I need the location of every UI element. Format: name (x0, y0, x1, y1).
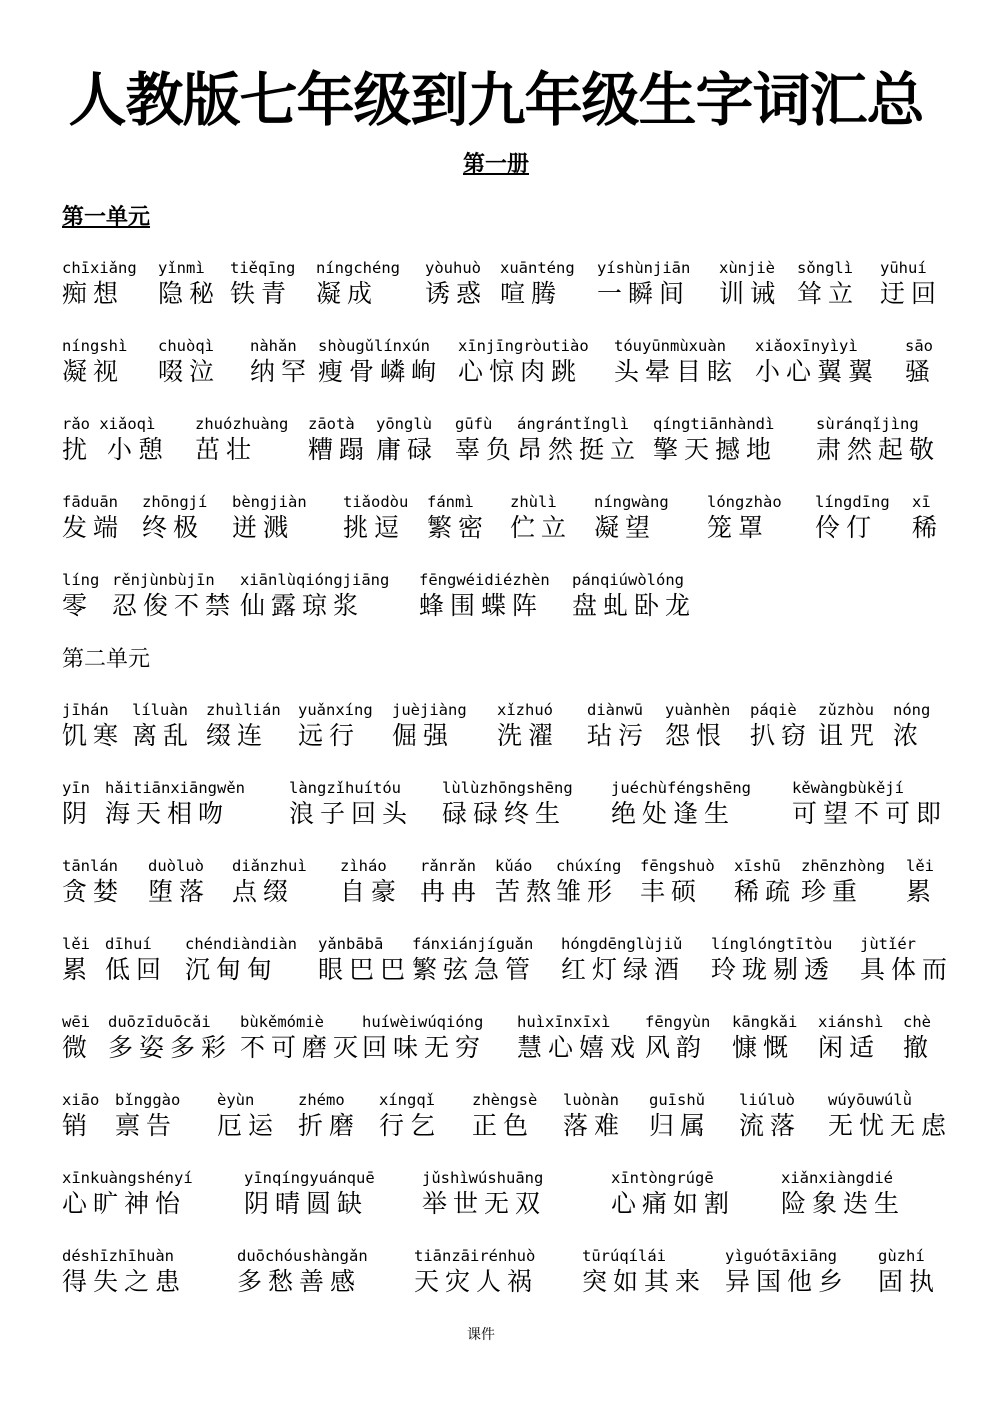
pinyin: níngwàng (594, 493, 669, 511)
pinyin: bǐnggào (115, 1091, 181, 1109)
hanzi: 扒窃 (750, 721, 813, 750)
hanzi: 异国他乡 (725, 1267, 850, 1296)
pinyin: níngchéng (316, 259, 400, 277)
pinyin: fánmì (427, 493, 474, 511)
pinyin: yǎnbābā (318, 935, 384, 953)
hanzi: 浪子回头 (289, 799, 414, 828)
pinyin: zhēnzhòng (801, 857, 885, 875)
hanzi: 喧腾 (500, 279, 563, 308)
hanzi: 丰硕 (640, 877, 703, 906)
hanzi: 离乱 (132, 721, 195, 750)
pinyin: sǒnglì (797, 259, 853, 277)
pinyin: hóngdēnglùjiǔ (561, 935, 683, 953)
pinyin: luònàn (563, 1091, 619, 1109)
pinyin: nóng (893, 701, 931, 719)
word-row (0, 934, 992, 994)
pinyin: bèngjiàn (232, 493, 307, 511)
pinyin: pánqiúwòlóng (572, 571, 684, 589)
pinyin: tiěqīng (230, 259, 296, 277)
hanzi: 仙露琼浆 (240, 591, 365, 620)
pinyin: yuànhèn (665, 701, 731, 719)
hanzi: 具体而 (860, 955, 954, 984)
hanzi: 玷污 (587, 721, 650, 750)
pinyin: zhùlì (510, 493, 557, 511)
hanzi: 碌碌终生 (442, 799, 567, 828)
hanzi: 蜂围蝶阵 (419, 591, 544, 620)
pinyin: yuǎnxíng (298, 701, 373, 719)
pinyin: hǎitiānxiāngwěn (105, 779, 245, 797)
hanzi: 无忧无虑 (828, 1111, 953, 1140)
pinyin: lěi (906, 857, 934, 875)
pinyin: juéchùféngshēng (611, 779, 751, 797)
pinyin: shòugǔlínxún (318, 337, 430, 355)
hanzi: 绝处逢生 (611, 799, 736, 828)
word-row (0, 1012, 992, 1072)
pinyin: níngshì (62, 337, 128, 355)
hanzi: 可望不可即 (792, 799, 948, 828)
pinyin: fánxiánjíguǎn (412, 935, 534, 953)
hanzi: 撤 (903, 1033, 935, 1062)
hanzi: 红灯绿酒 (561, 955, 686, 984)
pinyin: bùkěmómiè (240, 1013, 324, 1031)
pinyin: tānlán (62, 857, 118, 875)
hanzi: 不可磨灭 (240, 1033, 365, 1062)
hanzi: 贪婪 (62, 877, 125, 906)
hanzi: 凝望 (594, 513, 657, 542)
pinyin: wúyōuwúlǜ (828, 1091, 912, 1109)
hanzi: 闲适 (818, 1033, 881, 1062)
hanzi: 发端 (62, 513, 125, 542)
hanzi: 伫立 (510, 513, 573, 542)
pinyin: duōzīduōcǎi (108, 1013, 211, 1031)
pinyin: jùtǐér (860, 935, 916, 953)
pinyin: línglóngtītòu (711, 935, 833, 953)
pinyin: liúluò (739, 1091, 795, 1109)
hanzi: 得失之患 (62, 1267, 187, 1296)
pinyin: chuòqì (158, 337, 214, 355)
hanzi: 零 (62, 591, 94, 620)
hanzi: 折磨 (298, 1111, 361, 1140)
hanzi: 行乞 (379, 1111, 442, 1140)
pinyin: zāotà (308, 415, 355, 433)
hanzi: 扰 小憩 (62, 435, 169, 464)
pinyin: lěi (62, 935, 90, 953)
hanzi: 点缀 (232, 877, 295, 906)
pinyin: déshīzhīhuàn (62, 1247, 174, 1265)
pinyin: xiǎnxiàngdié (781, 1169, 893, 1187)
hanzi: 自豪 (340, 877, 403, 906)
pinyin: chè (903, 1013, 931, 1031)
pinyin: wēi (62, 1013, 90, 1031)
pinyin: xíngqǐ (379, 1091, 435, 1109)
pinyin: ángrántǐnglì (517, 415, 629, 433)
pinyin: xiānlùqióngjiāng (240, 571, 390, 589)
hanzi: 沉甸甸 (185, 955, 279, 984)
pinyin: lùlùzhōngshēng (442, 779, 573, 797)
hanzi: 隐秘 (158, 279, 221, 308)
hanzi: 挑逗 (343, 513, 406, 542)
pinyin: xuānténg (500, 259, 575, 277)
pinyin: duòluò (148, 857, 204, 875)
pinyin: diànwū (587, 701, 643, 719)
hanzi: 怨恨 (665, 721, 728, 750)
pinyin: huíwèiwúqióng (362, 1013, 484, 1031)
pinyin: yōnglù (376, 415, 432, 433)
pinyin: zhōngjí (142, 493, 208, 511)
hanzi: 累 (62, 955, 94, 984)
pinyin: yíshùnjiān (597, 259, 691, 277)
pinyin: tūrúqílái (582, 1247, 666, 1265)
hanzi: 诱惑 (425, 279, 488, 308)
pinyin: líluàn (132, 701, 188, 719)
pinyin: tiǎodòu (343, 493, 409, 511)
hanzi: 低回 (105, 955, 168, 984)
pinyin: fāduān (62, 493, 118, 511)
pinyin: zhèngsè (472, 1091, 538, 1109)
pinyin: zǔzhòu (818, 701, 874, 719)
hanzi: 珍重 (801, 877, 864, 906)
hanzi: 慧心嬉戏 (517, 1033, 642, 1062)
pinyin: chéndiàndiàn (185, 935, 297, 953)
hanzi: 一瞬间 (597, 279, 691, 308)
pinyin: tiānzāirénhuò (414, 1247, 536, 1265)
hanzi: 盘虬卧龙 (572, 591, 697, 620)
pinyin: èyùn (217, 1091, 255, 1109)
hanzi: 铁青 (230, 279, 293, 308)
pinyin: làngzǐhuítóu (289, 779, 401, 797)
hanzi: 肃然起敬 (816, 435, 941, 464)
pinyin: dīhuí (105, 935, 152, 953)
hanzi: 雏形 (556, 877, 619, 906)
pinyin: kǔáo (495, 857, 533, 875)
pinyin: zìháo (340, 857, 387, 875)
pinyin: sùránqǐjìng (816, 415, 919, 433)
hanzi: 凝视 (62, 357, 125, 386)
pinyin: fēngshuò (640, 857, 715, 875)
word-row (0, 700, 992, 760)
word-row (0, 1090, 992, 1150)
pinyin: yīnqíngyuánquē (244, 1169, 375, 1187)
pinyin: kāngkǎi (732, 1013, 798, 1031)
pinyin: chúxíng (556, 857, 622, 875)
hanzi: 繁密 (427, 513, 490, 542)
hanzi: 骚 (905, 357, 937, 386)
hanzi: 突如其来 (582, 1267, 707, 1296)
pinyin: gùzhí (878, 1247, 925, 1265)
pinyin: juèjiàng (392, 701, 467, 719)
hanzi: 眼巴巴 (318, 955, 412, 984)
word-row (0, 1246, 992, 1306)
pinyin: xiāo (62, 1091, 100, 1109)
hanzi: 厄运 (217, 1111, 280, 1140)
hanzi: 冉冉 (420, 877, 483, 906)
hanzi: 阴 (62, 799, 94, 828)
pinyin: guīshǔ (649, 1091, 705, 1109)
hanzi: 稀 (912, 513, 944, 542)
hanzi: 饥寒 (62, 721, 125, 750)
word-row (0, 1168, 992, 1228)
hanzi: 训诫 (719, 279, 782, 308)
pinyin: lóngzhào (707, 493, 782, 511)
word-row (0, 336, 992, 396)
word-row (0, 856, 992, 916)
pinyin: xīnjīngròutiào (458, 337, 589, 355)
hanzi: 险象迭生 (781, 1189, 906, 1218)
hanzi: 天灾人祸 (414, 1267, 539, 1296)
hanzi: 诅咒 (818, 721, 881, 750)
word-row (0, 492, 992, 552)
hanzi: 回味无穷 (362, 1033, 487, 1062)
hanzi: 心惊肉跳 (458, 357, 583, 386)
hanzi: 瘦骨嶙峋 (318, 357, 443, 386)
pinyin: xiánshì (818, 1013, 884, 1031)
hanzi: 归属 (649, 1111, 712, 1140)
hanzi: 迸溅 (232, 513, 295, 542)
hanzi: 禀告 (115, 1111, 178, 1140)
pinyin: xīshū (734, 857, 781, 875)
hanzi: 心痛如割 (611, 1189, 736, 1218)
hanzi: 糟蹋 (308, 435, 371, 464)
pinyin: gūfù (455, 415, 493, 433)
pinyin: rǎnrǎn (420, 857, 476, 875)
hanzi: 多姿多彩 (108, 1033, 233, 1062)
pinyin: fēngyùn (645, 1013, 711, 1031)
pinyin: chīxiǎng (62, 259, 137, 277)
hanzi: 流落 (739, 1111, 802, 1140)
hanzi: 庸碌 (376, 435, 439, 464)
pinyin: huìxīnxīxì (517, 1013, 611, 1031)
hanzi: 茁壮 (195, 435, 258, 464)
book-heading: 第一册 (462, 152, 529, 177)
hanzi: 昂然挺立 (517, 435, 642, 464)
hanzi: 落难 (563, 1111, 626, 1140)
hanzi: 头晕目眩 (614, 357, 739, 386)
pinyin: líng (62, 571, 100, 589)
hanzi: 固执 (878, 1267, 941, 1296)
hanzi: 正色 (472, 1111, 535, 1140)
page-title: 人教版七年级到九年级生字词汇总 (68, 66, 924, 134)
pinyin: jīhán (62, 701, 109, 719)
pinyin: jǔshìwúshuāng (422, 1169, 544, 1187)
unit-heading: 第二单元 (62, 647, 151, 672)
hanzi: 举世无双 (422, 1189, 547, 1218)
hanzi: 堕落 (148, 877, 211, 906)
hanzi: 玲珑剔透 (711, 955, 836, 984)
pinyin: xī (912, 493, 931, 511)
hanzi: 多愁善感 (237, 1267, 362, 1296)
word-row (0, 778, 992, 838)
pinyin: diǎnzhuì (232, 857, 307, 875)
page-footer: 课件 (467, 1327, 495, 1343)
word-row (0, 258, 992, 318)
pinyin: yīn (62, 779, 90, 797)
pinyin: yǐnmì (158, 259, 205, 277)
hanzi: 倔强 (392, 721, 455, 750)
hanzi: 纳罕 (250, 357, 313, 386)
hanzi: 繁弦急管 (412, 955, 537, 984)
pinyin: rǎo xiǎoqì (62, 415, 156, 433)
pinyin: yūhuí (880, 259, 927, 277)
hanzi: 心旷神怡 (62, 1189, 187, 1218)
hanzi: 洗濯 (497, 721, 560, 750)
pinyin: tóuyūnmùxuàn (614, 337, 726, 355)
hanzi: 慷慨 (732, 1033, 795, 1062)
pinyin: xiǎoxīnyìyì (755, 337, 858, 355)
hanzi: 微 (62, 1033, 94, 1062)
hanzi: 远行 (298, 721, 361, 750)
pinyin: zhuózhuàng (195, 415, 289, 433)
pinyin: zhémo (298, 1091, 345, 1109)
hanzi: 笼罩 (707, 513, 770, 542)
pinyin: xīnkuàngshényí (62, 1169, 193, 1187)
unit-heading: 第一单元 (62, 205, 151, 230)
pinyin: duōchóushàngǎn (237, 1247, 368, 1265)
hanzi: 阴晴圆缺 (244, 1189, 369, 1218)
pinyin: fēngwéidiézhèn (419, 571, 550, 589)
word-row (0, 570, 992, 630)
hanzi: 辜负 (455, 435, 518, 464)
pinyin: xùnjiè (719, 259, 775, 277)
hanzi: 浓 (893, 721, 925, 750)
pinyin: xīntòngrúgē (611, 1169, 714, 1187)
pinyin: kěwàngbùkějí (792, 779, 904, 797)
hanzi: 忍俊不禁 (112, 591, 237, 620)
pinyin: nàhǎn (250, 337, 297, 355)
hanzi: 稀疏 (734, 877, 797, 906)
hanzi: 缀连 (206, 721, 269, 750)
hanzi: 海天相吻 (105, 799, 230, 828)
hanzi: 终极 (142, 513, 205, 542)
pinyin: páqiè (750, 701, 797, 719)
hanzi: 苦熬 (495, 877, 558, 906)
pinyin: sāo (905, 337, 933, 355)
pinyin: qíngtiānhàndì (653, 415, 775, 433)
hanzi: 迂回 (880, 279, 943, 308)
hanzi: 啜泣 (158, 357, 221, 386)
pinyin: rěnjùnbùjīn (112, 571, 215, 589)
pinyin: xǐzhuó (497, 701, 553, 719)
hanzi: 痴想 (62, 279, 125, 308)
hanzi: 风韵 (645, 1033, 708, 1062)
hanzi: 销 (62, 1111, 94, 1140)
hanzi: 耸立 (797, 279, 860, 308)
pinyin: língdīng (815, 493, 890, 511)
pinyin: yòuhuò (425, 259, 481, 277)
hanzi: 小心翼翼 (755, 357, 880, 386)
hanzi: 累 (906, 877, 938, 906)
hanzi: 凝成 (316, 279, 379, 308)
pinyin: yìguótāxiāng (725, 1247, 837, 1265)
hanzi: 伶仃 (815, 513, 878, 542)
pinyin: zhuìlián (206, 701, 281, 719)
word-row (0, 414, 992, 474)
hanzi: 擎天撼地 (653, 435, 778, 464)
